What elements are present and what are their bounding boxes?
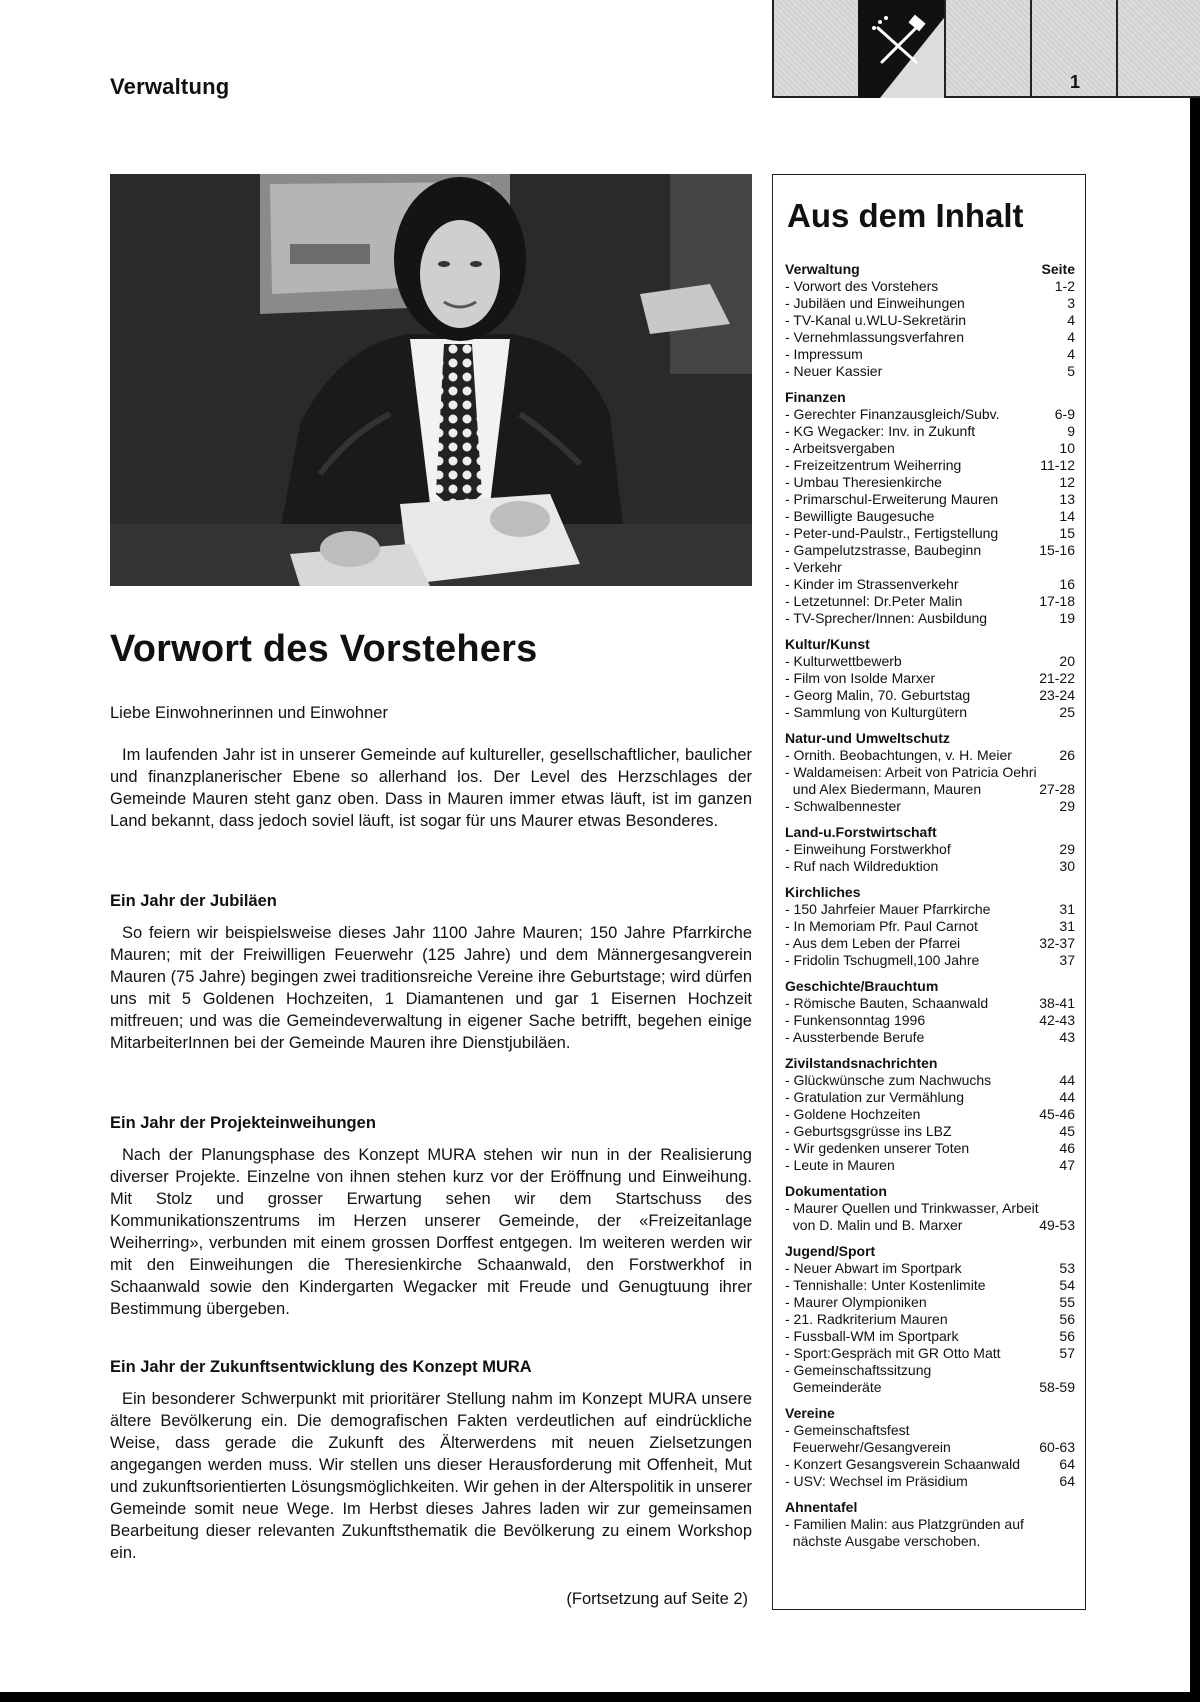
toc-entry <box>785 1516 1075 1533</box>
toc-section-name: Dokumentation <box>785 1183 887 1199</box>
toc-entry <box>785 363 1075 380</box>
toc-entry-page: 55 <box>1059 1294 1075 1310</box>
toc-entry-page: 45-46 <box>1039 1106 1075 1122</box>
section-label: Verwaltung <box>110 74 230 99</box>
toc-entry-page: 25 <box>1059 704 1075 720</box>
toc-section <box>785 884 1075 969</box>
toc-entry <box>785 508 1075 525</box>
toc-entry-page: 37 <box>1059 952 1075 968</box>
toc-section-heading <box>785 636 1075 653</box>
toc-entry-title: - TV-Sprecher/Innen: Ausbildung <box>785 610 988 626</box>
toc-entry <box>785 1294 1075 1311</box>
toc-entry <box>785 474 1075 491</box>
toc-entry <box>785 1379 1075 1396</box>
toc-entry <box>785 901 1075 918</box>
toc-section-name: Natur-und Umweltschutz <box>785 730 950 746</box>
toc-entry-title: - Sport:Gespräch mit GR Otto Matt <box>785 1345 1001 1361</box>
article-title: Vorwort des Vorstehers <box>110 628 538 670</box>
toc-entry-page <box>1069 559 1075 576</box>
paragraph-projekteinweihungen: Nach der Planungsphase des Konzept MURA stehen wir nun in der Realisierung diverser Projekte. Einzelne von ihnen stehen kurz vor der Eröffnung und Einweihung. Mit Stolz und grosser Erwartung sehen wir dem Startschuss des Kommunikationszentrums im Herzen unserer Gemeinde, der «Freizeitanlage Weiherring», verbunden mit einem grossen Dorffest entgegen. Im weiteren werden wir mit den Einweihungen die Theresienkirche Schaanwald, den Forstwerkhof in Schaanwald sowie den Kindergarten Wegacker mit Freude und Genugtuung ihrer Bestimmung übergeben. <box>110 1146 752 1318</box>
toc-entry <box>785 1456 1075 1473</box>
toc-entry <box>785 525 1075 542</box>
toc-entry-page: 54 <box>1059 1277 1075 1293</box>
toc-entry-page: 10 <box>1059 440 1075 456</box>
toc-entry <box>785 329 1075 346</box>
toc-entry-title: - Sammlung von Kulturgütern <box>785 704 968 720</box>
toc-entry-title: - Vorwort des Vorstehers <box>785 278 939 294</box>
toc-entry-page: 64 <box>1059 1456 1075 1472</box>
toc-entry <box>785 1200 1075 1217</box>
page-number: 1 <box>1070 72 1081 92</box>
toc-entry <box>785 457 1075 474</box>
toc-section <box>785 1055 1075 1174</box>
toc-section <box>785 1405 1075 1490</box>
toc-section-heading <box>785 730 1075 747</box>
toc-entry <box>785 1012 1075 1029</box>
toc-entry <box>785 781 1075 798</box>
toc-entry-title: - 150 Jahrfeier Mauer Pfarrkirche <box>785 901 991 917</box>
toc-entry <box>785 278 1075 295</box>
toc-entry-page: 14 <box>1059 508 1075 524</box>
toc-entry-title: - Aussterbende Berufe <box>785 1029 925 1045</box>
toc-entry <box>785 406 1075 423</box>
toc-section-heading <box>785 1183 1075 1200</box>
toc-entry <box>785 1123 1075 1140</box>
toc-entry-title: - Kulturwettbewerb <box>785 653 902 669</box>
toc-entry <box>785 295 1075 312</box>
toc-entry <box>785 610 1075 627</box>
toc-entry-page: 43 <box>1059 1029 1075 1045</box>
toc-entry <box>785 1106 1075 1123</box>
toc-entry-page: 57 <box>1059 1345 1075 1361</box>
toc-entry-title: - Gemeinschaftsfest <box>785 1422 910 1438</box>
toc-entry-page: 44 <box>1059 1089 1075 1105</box>
toc-entry <box>785 687 1075 704</box>
table-of-contents <box>772 174 1086 1610</box>
toc-entry-page: 15 <box>1059 525 1075 541</box>
toc-section-heading <box>785 1499 1075 1516</box>
toc-entry <box>785 559 1075 576</box>
toc-entry <box>785 918 1075 935</box>
toc-entry-page: 29 <box>1059 798 1075 814</box>
toc-entry-page <box>1069 1362 1075 1379</box>
toc-entry-page: 53 <box>1059 1260 1075 1276</box>
toc-entry <box>785 542 1075 559</box>
toc-entry-title: - Fridolin Tschugmell,100 Jahre <box>785 952 980 968</box>
toc-entry-page: 31 <box>1059 918 1075 934</box>
toc-section <box>785 261 1075 380</box>
toc-entry-title: - Neuer Abwart im Sportpark <box>785 1260 962 1276</box>
toc-entry <box>785 1533 1075 1550</box>
toc-entry <box>785 1345 1075 1362</box>
toc-entry-title: - Funkensonntag 1996 <box>785 1012 926 1028</box>
toc-entry-page: 29 <box>1059 841 1075 857</box>
toc-entry-page: 4 <box>1067 346 1075 362</box>
subheading-zukunftsentwicklung: Ein Jahr der Zukunftsentwicklung des Konzept MURA <box>110 1358 532 1376</box>
toc-entry-page: 23-24 <box>1039 687 1075 703</box>
toc-entry <box>785 1217 1075 1234</box>
toc-entry <box>785 576 1075 593</box>
toc-entry-title: - Freizeitzentrum Weiherring <box>785 457 962 473</box>
toc-entry <box>785 1311 1075 1328</box>
toc-entry <box>785 1277 1075 1294</box>
toc-entry-page: 56 <box>1059 1311 1075 1327</box>
toc-section-name: Land-u.Forstwirtschaft <box>785 824 937 840</box>
toc-entry-page: 4 <box>1067 329 1075 345</box>
toc-entry-page: 49-53 <box>1039 1217 1075 1233</box>
toc-section-name: Ahnentafel <box>785 1499 858 1515</box>
toc-entry <box>785 798 1075 815</box>
toc-entry <box>785 935 1075 952</box>
toc-entry <box>785 1157 1075 1174</box>
toc-entry-page: 27-28 <box>1039 781 1075 797</box>
toc-section-heading <box>785 389 1075 406</box>
toc-section-heading <box>785 1405 1075 1422</box>
toc-section-name: Finanzen <box>785 389 846 405</box>
toc-entry-title: - Wir gedenken unserer Toten <box>785 1140 970 1156</box>
toc-section-name: Geschichte/Brauchtum <box>785 978 939 994</box>
emblem-icon <box>858 0 944 98</box>
toc-entry <box>785 1140 1075 1157</box>
toc-section-heading <box>785 1055 1075 1072</box>
toc-entry-page <box>1069 1200 1075 1217</box>
toc-entry-page: 3 <box>1067 295 1075 311</box>
toc-section-heading <box>785 824 1075 841</box>
toc-entry-title: Gemeinderäte <box>785 1379 882 1395</box>
toc-entry-page <box>1069 1533 1075 1550</box>
toc-entry-page: 12 <box>1059 474 1075 490</box>
toc-section <box>785 824 1075 875</box>
toc-section-heading <box>785 261 1075 278</box>
toc-section-heading <box>785 1243 1075 1260</box>
toc-entry-page: 6-9 <box>1054 406 1075 422</box>
toc-entry-title: - Peter-und-Paulstr., Fertigstellung <box>785 525 999 541</box>
toc-entry-page <box>1069 1422 1075 1439</box>
toc-entry <box>785 670 1075 687</box>
toc-entry-page: 64 <box>1059 1473 1075 1489</box>
toc-entry <box>785 1029 1075 1046</box>
toc-entry-page: 56 <box>1059 1328 1075 1344</box>
toc-entry <box>785 653 1075 670</box>
toc-entry-title: - Einweihung Forstwerkhof <box>785 841 951 857</box>
toc-section-heading <box>785 978 1075 995</box>
toc-entry-page: 5 <box>1067 363 1075 379</box>
toc-entry-page: 19 <box>1059 610 1075 626</box>
toc-entry-title: - Schwalbennester <box>785 798 901 814</box>
toc-entry-title: - Vernehmlassungsverfahren <box>785 329 964 345</box>
toc-entry-title: - Aus dem Leben der Pfarrei <box>785 935 961 951</box>
paragraph-jubilaeen: So feiern wir beispielsweise dieses Jahr 1100 Jahre Mauren; 150 Jahre Pfarrkirche Mauren; mit der Freiwilligen Feuerwehr (125 Jahre) und dem Männergesangverein Mauren (75 Jahre) begingen zwei traditionsreiche Vereine ihre Geburtstage; wird dürfen uns mit 5 Goldenen Hochzeiten, 1 Diamantenen und gar 1 Eisernen Hochzeit mitfreuen; und was die Gemeindeverwaltung in eigener Sache betrifft, begehen einige MitarbeiterInnen bei der Gemeinde Mauren ihre Dienstjubiläen. <box>110 924 752 1052</box>
toc-entry <box>785 1473 1075 1490</box>
toc-entry-title: - 21. Radkriterium Mauren <box>785 1311 948 1327</box>
toc-entry-title: und Alex Biedermann, Mauren <box>785 781 982 797</box>
toc-entry-title: - Waldameisen: Arbeit von Patricia Oehri <box>785 764 1037 780</box>
toc-entry-page: 17-18 <box>1039 593 1075 609</box>
toc-entry <box>785 593 1075 610</box>
toc-title: Aus dem Inhalt <box>787 197 1024 234</box>
toc-entry-title: - Letzetunnel: Dr.Peter Malin <box>785 593 963 609</box>
toc-entry <box>785 841 1075 858</box>
toc-body <box>785 261 1075 1559</box>
toc-entry-title: - Kinder im Strassenverkehr <box>785 576 959 592</box>
toc-entry-title: - USV: Wechsel im Präsidium <box>785 1473 968 1489</box>
toc-section <box>785 1499 1075 1550</box>
salutation: Liebe Einwohnerinnen und Einwohner <box>110 704 388 722</box>
toc-entry <box>785 995 1075 1012</box>
toc-entry-page: 31 <box>1059 901 1075 917</box>
toc-entry <box>785 1072 1075 1089</box>
toc-entry-title: - Ruf nach Wildreduktion <box>785 858 939 874</box>
toc-entry-page: 26 <box>1059 747 1075 763</box>
toc-section <box>785 1243 1075 1396</box>
continuation-note: (Fortsetzung auf Seite 2) <box>566 1590 748 1608</box>
toc-section-name: Verwaltung <box>785 261 860 277</box>
toc-entry-title: - Bewilligte Baugesuche <box>785 508 935 524</box>
toc-entry <box>785 764 1075 781</box>
toc-entry-page: 42-43 <box>1039 1012 1075 1028</box>
header-grid <box>772 0 1200 98</box>
toc-entry-title: - Fussball-WM im Sportpark <box>785 1328 959 1344</box>
toc-entry <box>785 1439 1075 1456</box>
toc-entry-title: - Georg Malin, 70. Geburtstag <box>785 687 971 703</box>
toc-entry-title: - Maurer Quellen und Trinkwasser, Arbeit <box>785 1200 1039 1216</box>
toc-entry-page: 45 <box>1059 1123 1075 1139</box>
toc-entry-title: - Gampelutzstrasse, Baubeginn <box>785 542 982 558</box>
toc-entry <box>785 952 1075 969</box>
toc-entry <box>785 312 1075 329</box>
portrait-photo <box>110 174 752 586</box>
toc-entry-page: 38-41 <box>1039 995 1075 1011</box>
toc-entry <box>785 1328 1075 1345</box>
toc-entry-page <box>1069 1516 1075 1533</box>
toc-entry-title: - Verkehr <box>785 559 842 575</box>
toc-entry <box>785 346 1075 363</box>
toc-entry-title: nächste Ausgabe verschoben. <box>785 1533 981 1549</box>
toc-entry-page: 20 <box>1059 653 1075 669</box>
toc-entry <box>785 1089 1075 1106</box>
intro-paragraph: Im laufenden Jahr ist in unserer Gemeinde auf kultureller, gesellschaftlicher, baulicher und finanzplanerischer Ebene so allerhand los. Der Level des Herzschlages der Gemeinde Mauren steht ganz oben. Dass in Mauren immer etwas läuft, ist im ganzen Land bekannt, dass jedoch soviel läuft, ist sogar für uns Maurer etwas Besonderes. <box>110 746 752 830</box>
subheading-jubilaeen: Ein Jahr der Jubiläen <box>110 892 277 910</box>
toc-entry-page: 47 <box>1059 1157 1075 1173</box>
toc-entry-title: - Gratulation zur Vermählung <box>785 1089 964 1105</box>
toc-entry-title: - Impressum <box>785 346 863 362</box>
toc-entry-title: - Ornith. Beobachtungen, v. H. Meier <box>785 747 1012 763</box>
toc-entry-title: - Familien Malin: aus Platzgründen auf <box>785 1516 1024 1532</box>
toc-entry <box>785 1260 1075 1277</box>
toc-section <box>785 1183 1075 1234</box>
toc-entry-page: 1-2 <box>1054 278 1075 294</box>
toc-entry-page: 21-22 <box>1039 670 1075 686</box>
toc-entry-title: - Neuer Kassier <box>785 363 883 379</box>
toc-entry-page: 9 <box>1067 423 1075 439</box>
toc-section-name: Zivilstandsnachrichten <box>785 1055 938 1071</box>
toc-section <box>785 389 1075 627</box>
toc-section-name: Kultur/Kunst <box>785 636 870 652</box>
toc-entry-title: von D. Malin und B. Marxer <box>785 1217 963 1233</box>
toc-entry-title: - Primarschul-Erweiterung Mauren <box>785 491 999 507</box>
toc-entry-title: - KG Wegacker: Inv. in Zukunft <box>785 423 976 439</box>
toc-entry-page: 4 <box>1067 312 1075 328</box>
toc-entry-title: - Film von Isolde Marxer <box>785 670 936 686</box>
toc-entry-title: - Goldene Hochzeiten <box>785 1106 921 1122</box>
toc-entry-title: - TV-Kanal u.WLU-Sekretärin <box>785 312 967 328</box>
toc-section-name: Vereine <box>785 1405 835 1421</box>
toc-entry <box>785 491 1075 508</box>
toc-entry-page: 13 <box>1059 491 1075 507</box>
toc-entry-page: 32-37 <box>1039 935 1075 951</box>
toc-entry <box>785 858 1075 875</box>
toc-entry-title: Feuerwehr/Gesangverein <box>785 1439 951 1455</box>
toc-entry-title: - Römische Bauten, Schaanwald <box>785 995 989 1011</box>
toc-entry-title: - Geburtsgsgrüsse ins LBZ <box>785 1123 952 1139</box>
toc-section-name: Kirchliches <box>785 884 861 900</box>
toc-entry-page: 58-59 <box>1039 1379 1075 1395</box>
toc-entry-title: - Konzert Gesangsverein Schaanwald <box>785 1456 1021 1472</box>
toc-entry-title: - In Memoriam Pfr. Paul Carnot <box>785 918 978 934</box>
toc-entry <box>785 440 1075 457</box>
toc-entry-page: 30 <box>1059 858 1075 874</box>
paragraph-zukunftsentwicklung: Ein besonderer Schwerpunkt mit prioritärer Stellung nahm im Konzept MURA unsere ältere Bevölkerung ein. Die demografischen Fakten verdeutlichen auf eindrückliche Weise, dass gerade die Zukunft des Älterwerdens mit neuen Zielsetzungen angegangen werden muss. Wir stellen uns dieser Herausforderung mit Offenheit, Mut und zukunftsorientierten Lösungsmöglichkeiten. Wir gehen in der Alterspolitik in unserer Gemeinde somit neue Wege. Im Herbst dieses Jahres laden wir zur gemeinsamen Bearbeitung dieser relevanten Zukunftsthematik die Bevölkerung zu einem Workshop ein. <box>110 1390 752 1562</box>
toc-entry-page: 60-63 <box>1039 1439 1075 1455</box>
toc-entry-page: 44 <box>1059 1072 1075 1088</box>
toc-entry-page: 15-16 <box>1039 542 1075 558</box>
toc-entry-title: - Jubiläen und Einweihungen <box>785 295 965 311</box>
toc-page-label: Seite <box>1041 261 1075 277</box>
toc-entry <box>785 747 1075 764</box>
toc-entry <box>785 1362 1075 1379</box>
toc-section <box>785 636 1075 721</box>
toc-entry-title: - Gemeinschaftssitzung <box>785 1362 932 1378</box>
toc-entry <box>785 704 1075 721</box>
toc-entry-title: - Arbeitsvergaben <box>785 440 895 456</box>
toc-entry <box>785 1422 1075 1439</box>
toc-section <box>785 978 1075 1046</box>
toc-entry <box>785 423 1075 440</box>
toc-section <box>785 730 1075 815</box>
toc-entry-title: - Tennishalle: Unter Kostenlimite <box>785 1277 986 1293</box>
toc-entry-title: - Leute in Mauren <box>785 1157 895 1173</box>
toc-entry-page: 16 <box>1059 576 1075 592</box>
toc-entry-page: 11-12 <box>1040 457 1075 473</box>
toc-entry-title: - Glückwünsche zum Nachwuchs <box>785 1072 992 1088</box>
toc-entry-page: 46 <box>1059 1140 1075 1156</box>
toc-entry-title: - Gerechter Finanzausgleich/Subv. <box>785 406 1000 422</box>
toc-entry-title: - Umbau Theresienkirche <box>785 474 942 490</box>
toc-entry-page <box>1069 764 1075 781</box>
toc-entry-title: - Maurer Olympioniken <box>785 1294 927 1310</box>
toc-section-name: Jugend/Sport <box>785 1243 876 1259</box>
subheading-projekteinweihungen: Ein Jahr der Projekteinweihungen <box>110 1114 376 1132</box>
toc-section-heading <box>785 884 1075 901</box>
